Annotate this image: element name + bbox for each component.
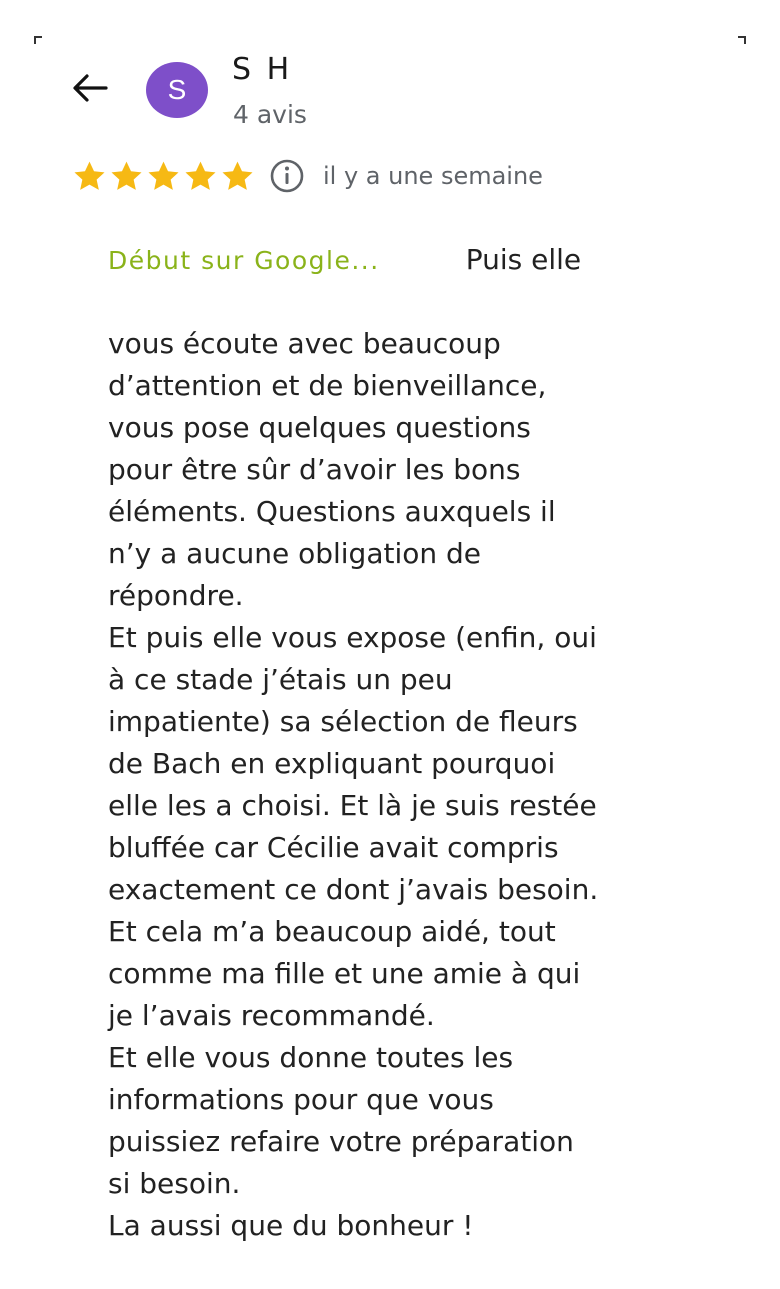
review-line: bluffée car Cécilie avait compris: [108, 831, 559, 864]
review-line: exactement ce dont j’avais besoin.: [108, 873, 599, 906]
star-rating: [72, 159, 255, 194]
avatar-letter: S: [167, 74, 187, 105]
back-button[interactable]: [66, 64, 114, 112]
star-icon: [109, 159, 144, 194]
review-line: éléments. Questions auxquels il: [108, 495, 556, 528]
review-line: si besoin.: [108, 1167, 241, 1200]
reviewer-header: [0, 0, 780, 150]
review-line: Puis elle: [465, 243, 582, 276]
star-icon: [72, 159, 107, 194]
review-line: comme ma fille et une amie à qui: [108, 957, 581, 990]
star-icon: [220, 159, 255, 194]
avatar[interactable]: [146, 62, 208, 118]
review-date: il y a une semaine: [323, 162, 543, 190]
review-line: d’attention et de bienveillance,: [108, 369, 547, 402]
review-line: puissiez refaire votre préparation: [108, 1125, 574, 1158]
review-line: vous écoute avec beaucoup: [108, 327, 501, 360]
reviewer-name[interactable]: S H: [232, 52, 293, 87]
review-line: elle les a choisi. Et là je suis restée: [108, 789, 597, 822]
review-lines: [108, 323, 688, 1247]
review-first-line: [108, 239, 688, 281]
review-line: je l’avais recommandé.: [108, 999, 435, 1032]
review-line: vous pose quelques questions: [108, 411, 531, 444]
review-line: informations pour que vous: [108, 1083, 494, 1116]
review-text: [108, 197, 688, 1289]
review-count: 4 avis: [233, 100, 307, 129]
rating-row: [72, 157, 543, 195]
translate-link[interactable]: Début sur Google...: [108, 246, 380, 275]
review-line: n’y a aucune obligation de: [108, 537, 482, 570]
star-icon: [146, 159, 181, 194]
review-line: Et cela m’a beaucoup aidé, tout: [108, 915, 556, 948]
review-line: de Bach en expliquant pourquoi: [108, 747, 556, 780]
review-line: à ce stade j’étais un peu: [108, 663, 453, 696]
arrow-left-icon: [72, 73, 108, 103]
review-line: pour être sûr d’avoir les bons: [108, 453, 521, 486]
review-line: répondre.: [108, 579, 244, 612]
star-icon: [183, 159, 218, 194]
info-circle-icon[interactable]: [269, 158, 305, 194]
review-line: Et elle vous donne toutes les: [108, 1041, 514, 1074]
review-line: Et puis elle vous expose (enfin, oui: [108, 621, 597, 654]
review-line: La aussi que du bonheur !: [108, 1209, 474, 1242]
review-line: impatiente) sa sélection de fleurs: [108, 705, 578, 738]
